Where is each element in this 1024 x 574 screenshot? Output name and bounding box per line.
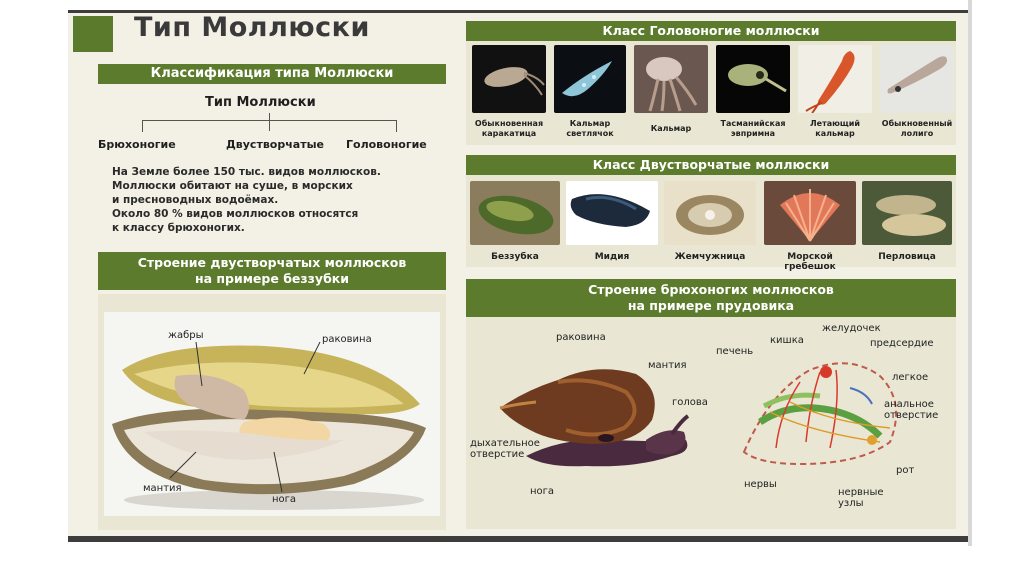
label-nerve-ganglia: [838, 487, 884, 509]
caption-line: каракатица: [481, 129, 537, 138]
classification-root: Тип Моллюски: [205, 95, 316, 110]
classification-header: Классификация типа Моллюски: [98, 64, 446, 84]
bivalves-header: Класс Двустворчатые моллюски: [466, 155, 956, 175]
caption-flying-squid: [796, 119, 874, 139]
label-gills: жабры: [168, 330, 204, 341]
caption-line: Кальмар: [569, 119, 611, 128]
gastropod-structure-header-line: на примере прудовика: [627, 298, 795, 313]
label-anal-opening: [884, 399, 938, 421]
tree-stem: [269, 113, 270, 131]
caption-line: Тасманийская: [720, 119, 786, 128]
photo-anodonta: [470, 181, 560, 245]
branch-gastropods: Брюхоногие: [98, 138, 176, 151]
caption-line: эвпримна: [730, 129, 776, 138]
label-snail-head: голова: [672, 397, 708, 408]
cephalopods-header: Класс Головоногие моллюски: [466, 21, 956, 41]
label-mouth: рот: [896, 465, 915, 476]
caption-unio: Перловица: [878, 252, 936, 262]
caption-euprymna: [714, 119, 792, 139]
caption-scallop: Морской гребешок: [784, 252, 836, 272]
label-line: нервные: [838, 487, 884, 498]
photo-flying-squid: [798, 45, 872, 113]
gastropod-structure-header-line: Строение брюхоногих моллюсков: [588, 282, 834, 297]
label-line: дыхательное: [470, 438, 540, 449]
anatomy-heart: [820, 366, 832, 378]
label-breathing-hole: [470, 438, 540, 460]
caption-squid: [632, 124, 710, 134]
info-line: Около 80 % видов моллюсков относятся: [112, 208, 359, 220]
label-line: отверстие: [470, 449, 525, 460]
branch-cephalopods: Головоногие: [346, 138, 427, 151]
label-mantle: мантия: [143, 483, 182, 494]
anatomy-lung: [850, 388, 872, 404]
label-intestine: кишка: [770, 335, 804, 346]
caption-line: Летающий: [810, 119, 860, 128]
photo-squid: [634, 45, 708, 113]
label-foot: нога: [272, 494, 297, 505]
title-accent-block: [73, 16, 113, 52]
caption-pearl-oyster: Жемчужница: [674, 252, 746, 262]
caption-line: светлячок: [566, 129, 614, 138]
label-line: узлы: [838, 498, 864, 509]
photo-euprymna: [716, 45, 790, 113]
unio-shell-lower: [882, 214, 946, 236]
label-line: отверстие: [884, 410, 939, 421]
pearl: [705, 210, 715, 220]
photo-pearl-oyster: [664, 181, 756, 245]
tree-leg-left: [142, 120, 143, 132]
right-scrollbar: [968, 0, 972, 546]
photo-scallop: [764, 181, 856, 245]
caption-firefly-squid: [552, 119, 628, 139]
caption-line: Обыкновенная: [474, 119, 544, 128]
info-text: [112, 165, 381, 235]
label-stomach: желудочек: [822, 323, 881, 334]
gastropod-structure-header: [466, 279, 956, 317]
euprymna-eye: [756, 71, 764, 79]
label-snail-mantle: мантия: [648, 360, 687, 371]
label-liver: печень: [716, 346, 754, 357]
bivalve-structure-header-line: на примере беззубки: [194, 271, 350, 286]
label-shell: раковина: [322, 334, 372, 345]
caption-line: кальмар: [815, 129, 855, 138]
caption-loligo: [878, 119, 956, 139]
caption-line: лолиго: [900, 129, 934, 138]
anatomy-ganglia: [867, 435, 877, 445]
label-line: анальное: [884, 399, 934, 410]
photo-loligo: [880, 45, 954, 113]
caption-line: Обыкновенный: [881, 119, 953, 128]
label-atrium: предсердие: [870, 338, 934, 349]
label-snail-shell: раковина: [556, 332, 606, 343]
label-nerves: нервы: [744, 479, 777, 490]
photo-firefly-squid: [554, 45, 626, 113]
branch-bivalves: Двустворчатые: [226, 138, 324, 151]
label-snail-foot: нога: [530, 486, 555, 497]
photo-unio: [862, 181, 952, 245]
bivalve-structure-header: [98, 252, 446, 290]
caption-mussel: Мидия: [594, 252, 630, 262]
info-line: к классу брюхоногих.: [112, 222, 245, 234]
page-title: Тип Моллюски: [134, 12, 370, 43]
loligo-eye: [895, 86, 901, 92]
info-line: На Земле более 150 тыс. видов моллюсков.: [112, 166, 381, 178]
unio-shell-upper: [876, 195, 936, 215]
tree-leg-right: [396, 120, 397, 132]
photo-mussel: [566, 181, 658, 245]
info-line: и пресноводных водоёмах.: [112, 194, 279, 206]
tree-bar: [142, 120, 397, 121]
info-line: Моллюски обитают на суше, в морских: [112, 180, 353, 192]
caption-line: Кальмар: [650, 124, 692, 133]
squid-light: [592, 75, 596, 79]
squid-light: [582, 83, 586, 87]
label-lung: легкое: [892, 372, 929, 383]
breathing-hole: [598, 434, 614, 442]
caption-cuttlefish: [470, 119, 548, 139]
bivalve-structure-header-line: Строение двустворчатых моллюсков: [137, 255, 407, 270]
photo-cuttlefish: [472, 45, 546, 113]
caption-anodonta: Беззубка: [491, 252, 539, 262]
